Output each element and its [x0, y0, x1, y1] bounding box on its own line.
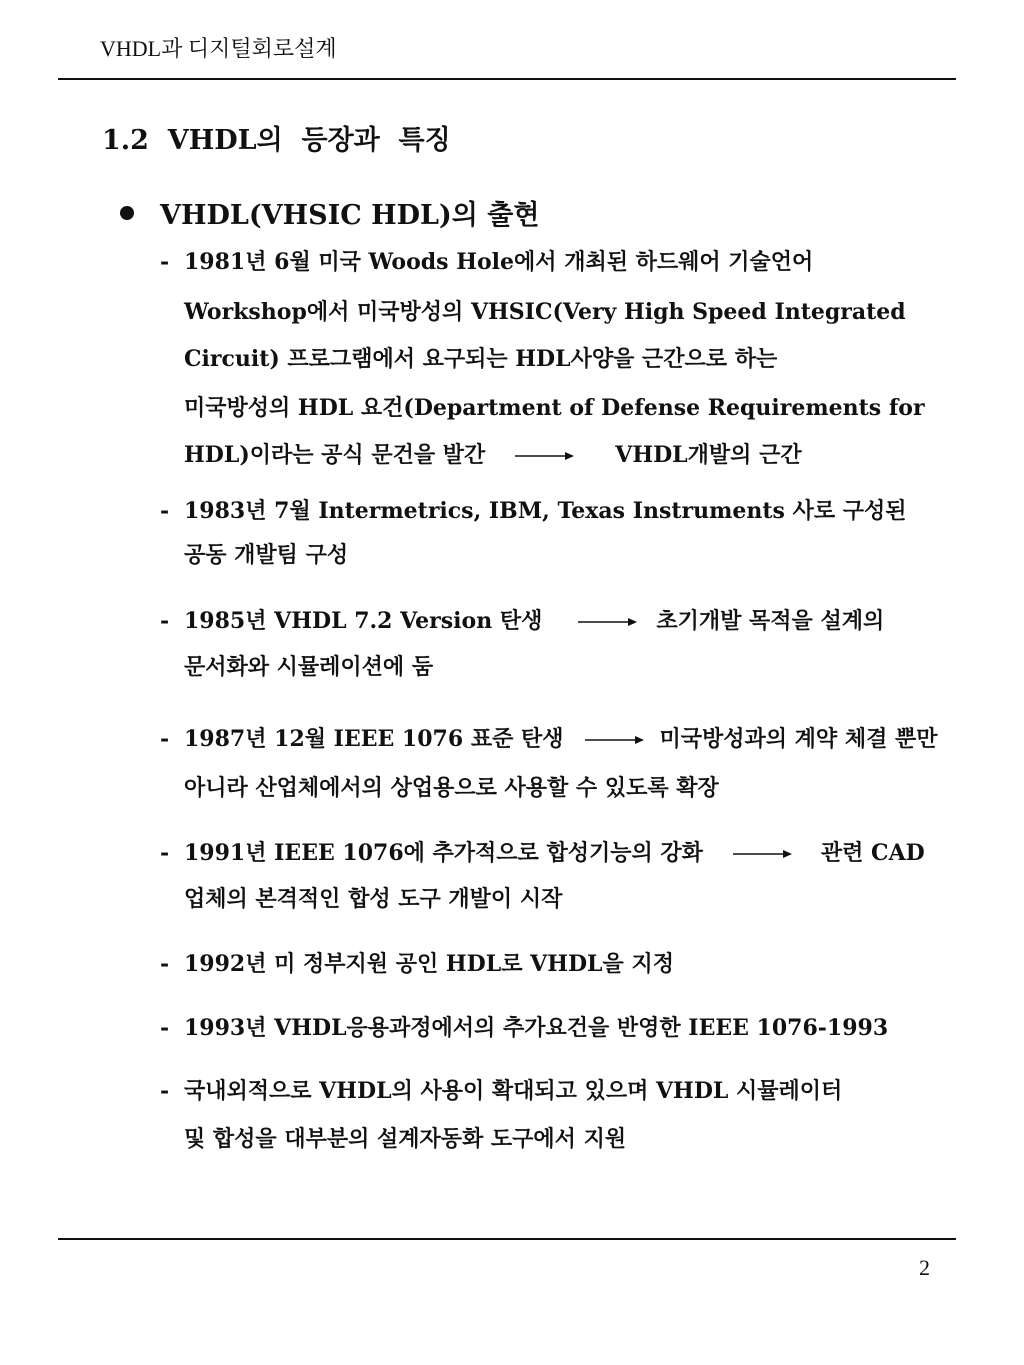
item-continuation: 미국방성의 HDL 요건(Department of Defense Requirements for [184, 395, 925, 421]
bullet-text: VHDL(VHSIC HDL)의 출현 [160, 200, 540, 231]
dash-marker: - [160, 608, 170, 634]
arrow-right-icon [585, 734, 645, 746]
item-text: 1985년 VHDL 7.2 Version 탄생 [184, 608, 543, 634]
list-item [160, 597, 884, 645]
item-text: 1993년 VHDL응용과정에서의 추가요건을 반영한 IEEE 1076-1993 [184, 1015, 889, 1041]
item-continuation: 문서화와 시뮬레이션에 둠 [184, 654, 434, 680]
item-text: 관련 CAD [820, 840, 925, 866]
item-continuation: 공동 개발팀 구성 [184, 542, 349, 568]
item-text: 1991년 IEEE 1076에 추가적으로 합성기능의 강화 [184, 840, 703, 866]
item-continuation: 및 합성을 대부분의 설계자동화 도구에서 지원 [184, 1126, 627, 1152]
dash-marker: - [160, 726, 170, 752]
item-continuation: 아니라 산업체에서의 상업용으로 사용할 수 있도록 확장 [184, 775, 719, 801]
list-item [160, 487, 907, 535]
item-continuation: Circuit) 프로그램에서 요구되는 HDL사양을 근간으로 하는 [184, 346, 778, 372]
arrow-right-icon [515, 450, 575, 462]
item-continuation: Workshop에서 미국방성의 VHSIC(Very High Speed Integrated [184, 299, 906, 325]
arrow-right-icon [733, 848, 793, 860]
dash-marker: - [160, 1078, 170, 1104]
item-text: VHDL개발의 근간 [615, 442, 802, 468]
section-title: 1.2 VHDL의 등장과 특징 [102, 125, 451, 156]
dash-marker: - [160, 249, 170, 275]
item-text: 초기개발 목적을 설계의 [656, 608, 885, 634]
list-item [160, 715, 938, 763]
arrow-right-icon [578, 616, 638, 628]
list-item [160, 1067, 842, 1115]
running-header: VHDL과 디지털회로설계 [100, 36, 337, 61]
item-text: 1992년 미 정부지원 공인 HDL로 VHDL을 지정 [184, 951, 674, 977]
dash-marker: - [160, 951, 170, 977]
dash-marker: - [160, 1015, 170, 1041]
bullet-dot-icon [120, 206, 134, 220]
item-text: 1981년 6월 미국 Woods Hole에서 개최된 하드웨어 기술언어 [184, 249, 814, 275]
footer-rule [58, 1238, 956, 1240]
dash-marker: - [160, 498, 170, 524]
list-item [160, 238, 813, 286]
bullet-heading [120, 193, 539, 232]
item-text: HDL)이라는 공식 문건을 발간 [184, 442, 486, 468]
header-rule [58, 78, 956, 80]
item-text: 미국방성과의 계약 체결 뿐만 [659, 726, 938, 752]
item-text: 국내외적으로 VHDL의 사용이 확대되고 있으며 VHDL 시뮬레이터 [184, 1078, 843, 1104]
dash-marker: - [160, 840, 170, 866]
item-continuation [184, 431, 802, 479]
list-item [160, 940, 674, 988]
list-item [160, 1004, 888, 1052]
item-text: 1983년 7월 Intermetrics, IBM, Texas Instruments 사로 구성된 [184, 498, 907, 524]
list-item [160, 829, 925, 877]
item-text: 1987년 12월 IEEE 1076 표준 탄생 [184, 726, 564, 752]
item-continuation: 업체의 본격적인 합성 도구 개발이 시작 [184, 886, 563, 912]
page-number: 2 [919, 1255, 930, 1280]
